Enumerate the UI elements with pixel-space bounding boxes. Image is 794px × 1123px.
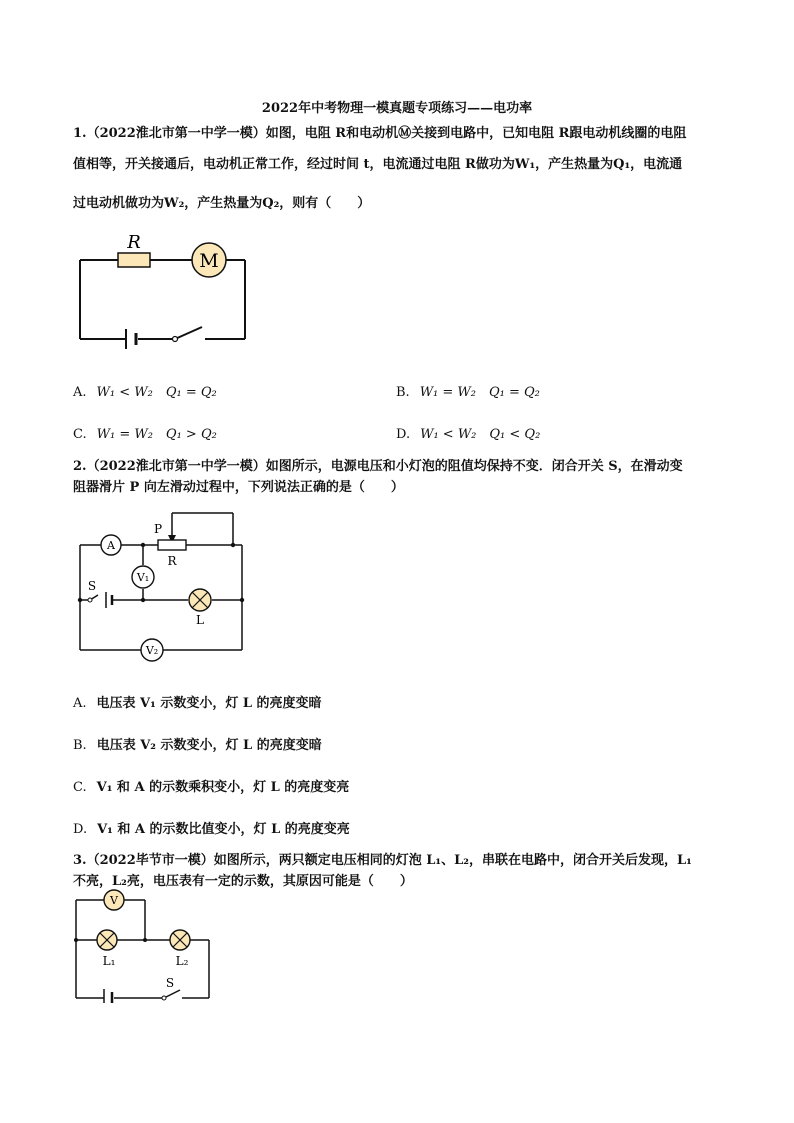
lamp-l2-label: L₂ [175,954,189,968]
lamp-l1-label: L₁ [102,954,116,968]
resistor-label: R [127,232,141,253]
q2-option-c[interactable]: C. V₁ 和 A 的示数乘积变小，灯 L 的亮度变亮 [73,780,350,795]
switch-pivot [173,337,178,342]
resistor-symbol [118,253,150,267]
rheostat-symbol [158,540,186,550]
q2-option-a[interactable]: A. 电压表 V₁ 示数变小，灯 L 的亮度变暗 [73,696,322,711]
q2-option-d[interactable]: D. V₁ 和 A 的示数比值变小，灯 L 的亮度变亮 [73,822,350,837]
q1-option-b[interactable]: B. W₁ = W₂ Q₁ = Q₂ [396,385,540,400]
q2-circuit-diagram [70,503,255,668]
q1-stem-line-3: 过电动机做功为W₂，产生热量为Q₂，则有（ ） [73,196,371,211]
ammeter-label: A [107,539,115,552]
voltmeter-label: V [110,894,118,907]
lamp-label: L [196,613,204,627]
q3-stem-line-1: 3.（2022毕节市一模）如图所示，两只额定电压相同的灯泡 L₁、L₂，串联在电路中，闭合开关后发现，L₁ [73,853,692,868]
q1-circuit-diagram [70,228,260,353]
q1-stem-line-2: 值相等，开关接通后，电动机正常工作，经过时间 t，电流通过电阻 R做功为W₁，产生热量为Q₁，电流通 [73,157,683,172]
q2-stem-line-2: 阻器滑片 P 向左滑动过程中，下列说法正确的是（ ） [73,480,404,495]
q3-stem-line-2: 不亮，L₂亮，电压表有一定的示数，其原因可能是（ ） [73,874,413,889]
page-title: 2022年中考物理一模真题专项练习——电功率 [261,101,533,116]
q2-stem-line-1: 2.（2022淮北市第一中学一模）如图所示，电源电压和小灯泡的阻值均保持不变．闭合开关 S，在滑动变 [73,459,683,474]
switch-label: S [165,976,175,990]
switch-label: S [87,579,97,593]
voltmeter-v2-label: V₂ [145,644,159,657]
q1-option-d[interactable]: D. W₁ < W₂ Q₁ < Q₂ [396,427,541,442]
q3-circuit-diagram [68,888,218,1003]
slider-label: P [153,522,163,536]
q1-option-a[interactable]: A. W₁ < W₂ Q₁ = Q₂ [73,385,217,400]
voltmeter-v1-label: V₁ [136,571,150,584]
q1-option-c[interactable]: C. W₁ = W₂ Q₁ > Q₂ [73,427,217,442]
q2-option-b[interactable]: B. 电压表 V₂ 示数变小，灯 L 的亮度变暗 [73,738,322,753]
q1-stem-line-1: 1.（2022淮北市第一中学一模）如图，电阻 R和电动机Ⓜ关接到电路中，已知电阻 R跟电动机线圈的电阻 [73,126,687,141]
rheostat-label: R [167,554,177,568]
motor-label: M [199,250,219,272]
